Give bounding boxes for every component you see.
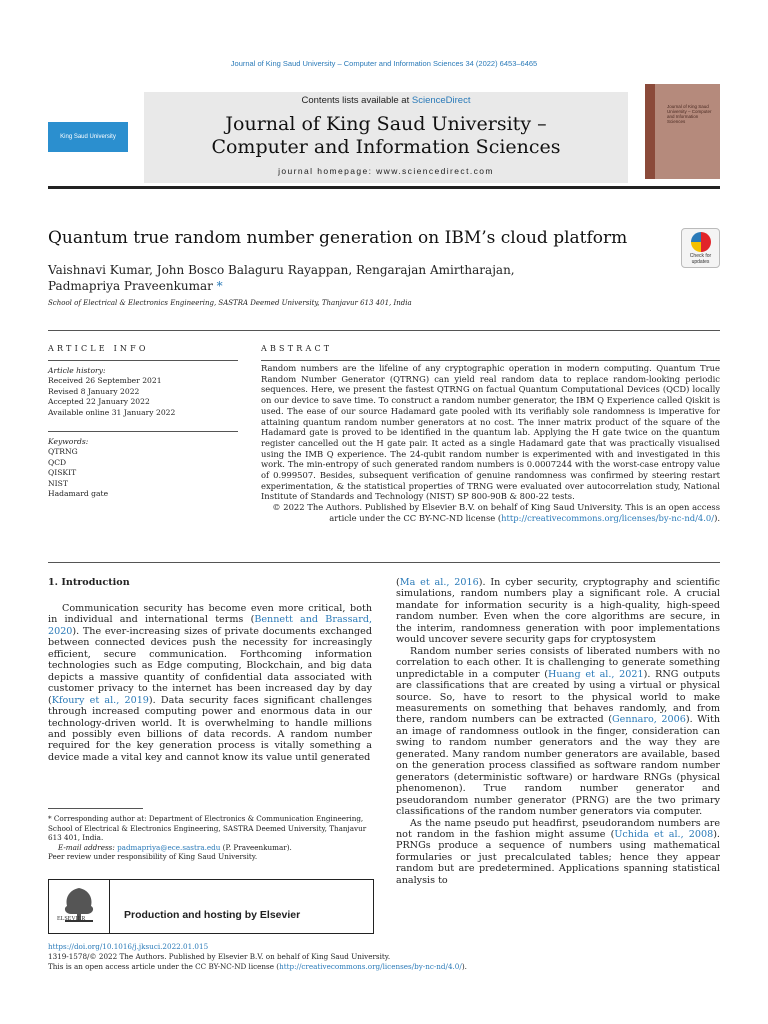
article-info-divider — [48, 360, 238, 361]
article-info-heading: ARTICLE INFO — [48, 344, 149, 353]
email-suffix: (P. Praveenkumar). — [220, 842, 292, 852]
corresponding-author-mark[interactable]: * — [212, 279, 223, 293]
production-hosting-text: Production and hosting by Elsevier — [124, 909, 301, 921]
abstract-bottom-divider — [48, 562, 720, 563]
paragraph: (Ma et al., 2016). In cyber security, cryptography and scientific simulations, random numbers play a significant role. A crucial mandate for information security is a high-quality, high-speed random number. Even when the core algorithms are secure, in the interim, randomness generation with poor implementations would uncover severe security gaps for cryptosystem — [396, 577, 720, 646]
oa-prefix: This is an open access article under the CC BY-NC-ND license ( — [48, 962, 280, 971]
elsevier-label: ELSEVIER — [57, 916, 86, 922]
doi-link[interactable]: https://doi.org/10.1016/j.jksuci.2022.01.015 — [48, 942, 209, 951]
authors-line1: Vaishnavi Kumar, John Bosco Balaguru Rayappan, Rengarajan Amirtharajan, — [48, 263, 515, 277]
crossmark-icon — [691, 232, 711, 252]
issn-line: 1319-1578/© 2022 The Authors. Published by Elsevier B.V. on behalf of King Saud University. — [48, 952, 391, 961]
journal-title — [144, 113, 628, 159]
crossmark-label: Check for updates — [689, 253, 712, 265]
abstract-body — [261, 363, 720, 524]
keywords-label: Keywords: — [48, 437, 89, 446]
footnote-divider — [48, 808, 143, 809]
journal-cover-image: Journal of King Saud University – Computer and Information Sciences — [645, 84, 720, 179]
journal-reference[interactable]: Journal of King Saud University – Computer and Information Sciences 34 (2022) 6453–6465 — [230, 59, 538, 68]
keyword: QTRNG — [48, 447, 78, 457]
keywords-block — [48, 437, 238, 499]
footnote — [48, 814, 372, 862]
contents-line — [144, 95, 628, 106]
copyright-prefix: article under the CC BY-NC-ND license ( — [329, 512, 502, 523]
email-label: E-mail address: — [58, 842, 118, 852]
keyword: Hadamard gate — [48, 489, 109, 499]
intro-left-column — [48, 603, 372, 763]
online-date: Available online 31 January 2022 — [48, 407, 176, 417]
university-logo: King Saud University — [48, 122, 128, 152]
elsevier-box — [48, 879, 374, 934]
received-date: Received 26 September 2021 — [48, 376, 162, 386]
keyword: QISKIT — [48, 468, 77, 478]
paragraph: Random number series consists of liberated numbers with no correlation to each other. It is challenging to generate something unpredictable in a computer (Huang et al., 2021). RNG outputs are classifications that are created by using a virtual or physical source. So, have to resort to the physical world to make measurements on something that behaves randomly, and from there, random numbers can be extracted (Gennaro, 2006). With an image of randomness outlook in the finger, consideration can swing to random number generators and the way they are generated. Many random number generators are available, based on the generation process classified as software random number generators (deterministic software) or hardware RNGs (physical phenomenon). True random number generator and pseudorandom number generator (PRNG) are the two primary classifications of the random number generators via computer. — [396, 645, 721, 818]
keyword: NIST — [48, 478, 68, 488]
affiliation: School of Electrical & Electronics Engineering, SASTRA Deemed University, Thanjavur 613 401, India — [48, 299, 412, 307]
section-title: 1. Introduction — [48, 577, 130, 588]
email-link[interactable]: padmapriya@ece.sastra.edu — [117, 842, 221, 852]
crossmark-button[interactable] — [681, 228, 720, 268]
copyright-line2 — [261, 513, 720, 524]
citation-link[interactable]: Bennett and Brassard, 2020 — [48, 614, 373, 637]
revised-date: Revised 8 January 2022 — [48, 386, 140, 396]
elsevier-divider — [109, 880, 110, 933]
abstract-divider — [261, 360, 720, 361]
peer-review-note: Peer review under responsibility of King Saud University. — [48, 852, 258, 862]
intro-right-column — [396, 577, 720, 886]
citation-link[interactable]: Huang et al., 2021 — [548, 668, 644, 680]
oa-suffix: ). — [461, 962, 467, 971]
journal-title-line2: Computer and Information Sciences — [211, 136, 561, 158]
citation-link[interactable]: Uchida et al., 2008 — [614, 828, 714, 840]
abstract-text: Random numbers are the lifeline of any cryptographic operation in modern computing. Quantum True Random Number Generator (QTRNG) can yield real random data to replace random-looking periodic sequences. Here, we present the fastest QTRNG on factual Quantum Computational Devices (QCD) locally on our device to save time. To construct a random number generator, the IBM Q Experience called Qiskit is used. The ease of our source Hadamard gate pooled with its verifiably sole randomness is imperative for attaining quantum random number generators at no cost. The inner matrix product of the square of the Hadamard gate is proved to be identified in the quantum lab. Applying the H gate twice on the quantum register cancelled out the H gate pair. It acted as a single Hadamard gate that was practically visualised using the IMB Q experience. The 24-qubit random number is experimented with and investigated in this work. The min-entropy of such generated random numbers is 0.0007244 with the worst-case entropy value of 0.999507. Besides, subsequent verification of genuine randomness was confirmed by steering restart experimentation, & the statistical properties of TRNG were evaluated over autocorrelation study, National Institute of Standards and Technology (NIST) SP 800-90B & 800-22 tests. — [261, 363, 720, 502]
bottom-info — [48, 942, 467, 972]
citation-link[interactable]: Kfoury et al., 2019 — [51, 694, 149, 706]
copyright-line1: © 2022 The Authors. Published by Elsevier B.V. on behalf of King Saud University. This is an open access — [272, 502, 720, 513]
abstract-heading: ABSTRACT — [261, 344, 333, 353]
paragraph: Communication security has become even more critical, both in individual and international terms (Bennett and Brassard, 2020). The ever-increasing sizes of private documents exchanged between connected devices push the necessity for increasingly efficient, secure communication. Forthcoming information technologies such as Edge computing, Blockchain, and big data depicts a massive quantity of confidential data associated with customer privacy to the internet has been increased day by day (Kfoury et al., 2019). Data security faces significant challenges through increased computing power and enormous data in our technology-driven world. It is overwhelming to handle millions and possibly even billions of data records. A random number required for the key generation process is vitally something a device made a vital key and cannot know its value until generated — [48, 603, 373, 763]
header-divider — [48, 186, 720, 189]
contents-prefix: Contents lists available at — [301, 95, 412, 106]
citation-link[interactable]: Gennaro, 2006 — [611, 714, 686, 726]
citation-link[interactable]: Ma et al., 2016 — [399, 577, 479, 588]
section-divider — [48, 330, 720, 331]
keyword: QCD — [48, 457, 67, 467]
oa-license-link[interactable]: http://creativecommons.org/licenses/by-nc-nd/4.0/ — [279, 962, 462, 971]
sciencedirect-link[interactable]: ScienceDirect — [411, 95, 471, 106]
article-title: Quantum true random number generation on IBM’s cloud platform — [48, 228, 628, 248]
author-list — [48, 262, 515, 294]
journal-title-line1: Journal of King Saud University – — [225, 113, 547, 135]
paragraph: As the name pseudo put headfirst, pseudorandom numbers are not random in the fashion might assume (Uchida et al., 2008). PRNGs produce a sequence of numbers using mathematical formularies or just precalculated tables; hence they appear random but are predetermined. Applications spanning statistical analysis to — [396, 817, 720, 886]
keywords-divider — [48, 431, 238, 432]
accepted-date: Accepted 22 January 2022 — [48, 397, 150, 407]
license-link[interactable]: http://creativecommons.org/licenses/by-nc-nd/4.0/ — [501, 512, 715, 523]
copyright-suffix: ). — [714, 512, 720, 523]
corresponding-footnote: * Corresponding author at: Department of Electronics & Communication Engineering, School of Electrical & Electronics Engineering, SASTRA Deemed University, Thanjavur 613 401, India. — [48, 814, 367, 843]
journal-homepage[interactable]: journal homepage: www.sciencedirect.com — [278, 166, 494, 176]
article-history — [48, 366, 238, 418]
authors-line2: Padmapriya Praveenkumar — [48, 279, 213, 293]
history-label: Article history: — [48, 366, 106, 375]
